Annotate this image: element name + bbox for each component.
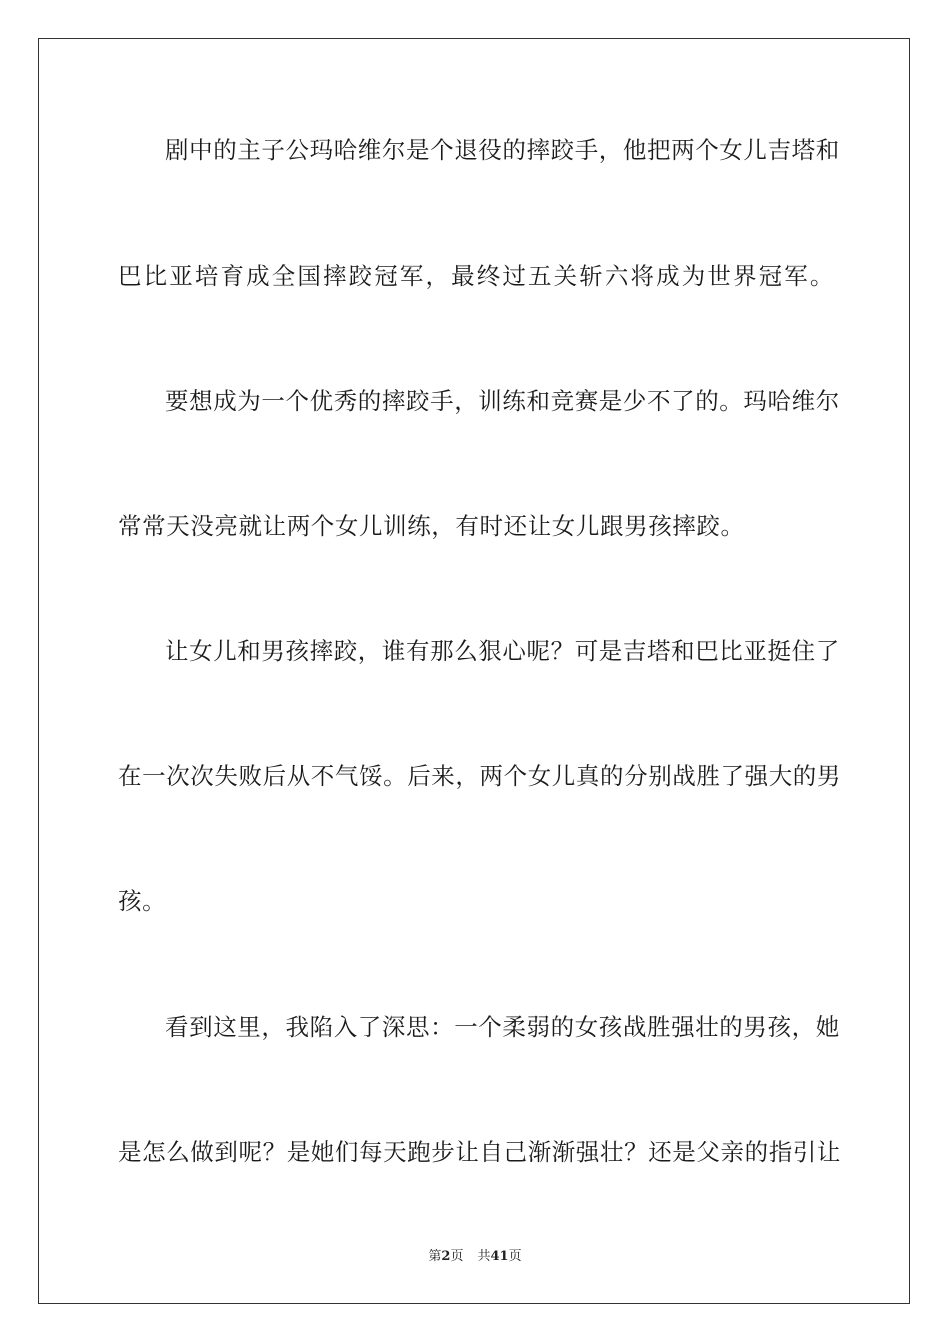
page-suffix: 页	[450, 1249, 464, 1264]
paragraph-line: 常常天没亮就让两个女儿训练，有时还让女儿跟男孩摔跤。	[118, 512, 745, 540]
paragraph-line: 剧中的主子公玛哈维尔是个退役的摔跤手，他把两个女儿吉塔和	[165, 136, 840, 164]
page-border	[38, 38, 910, 1304]
page-footer	[0, 1248, 950, 1266]
paragraph-line: 让女儿和男孩摔跤，谁有那么狠心呢？可是吉塔和巴比亚挺住了	[165, 637, 840, 665]
total-suffix: 页	[508, 1249, 522, 1264]
page-prefix: 第	[428, 1249, 442, 1264]
paragraph-line: 在一次次失败后从不气馁。后来，两个女儿真的分别战胜了强大的男	[118, 762, 841, 790]
paragraph-line: 要想成为一个优秀的摔跤手，训练和竞赛是少不了的。玛哈维尔	[165, 387, 840, 415]
paragraph-line: 是怎么做到呢？是她们每天跑步让自己渐渐强壮？还是父亲的指引让	[118, 1138, 841, 1166]
page-number: 2	[441, 1249, 451, 1264]
paragraph-line: 孩。	[118, 887, 167, 915]
total-pages: 41	[490, 1249, 509, 1264]
paragraph-line: 看到这里，我陷入了深思：一个柔弱的女孩战胜强壮的男孩，她	[165, 1013, 840, 1041]
total-prefix: 共	[477, 1249, 491, 1264]
paragraph-line: 巴比亚培育成全国摔跤冠军，最终过五关斩六将成为世界冠军。	[118, 262, 834, 290]
